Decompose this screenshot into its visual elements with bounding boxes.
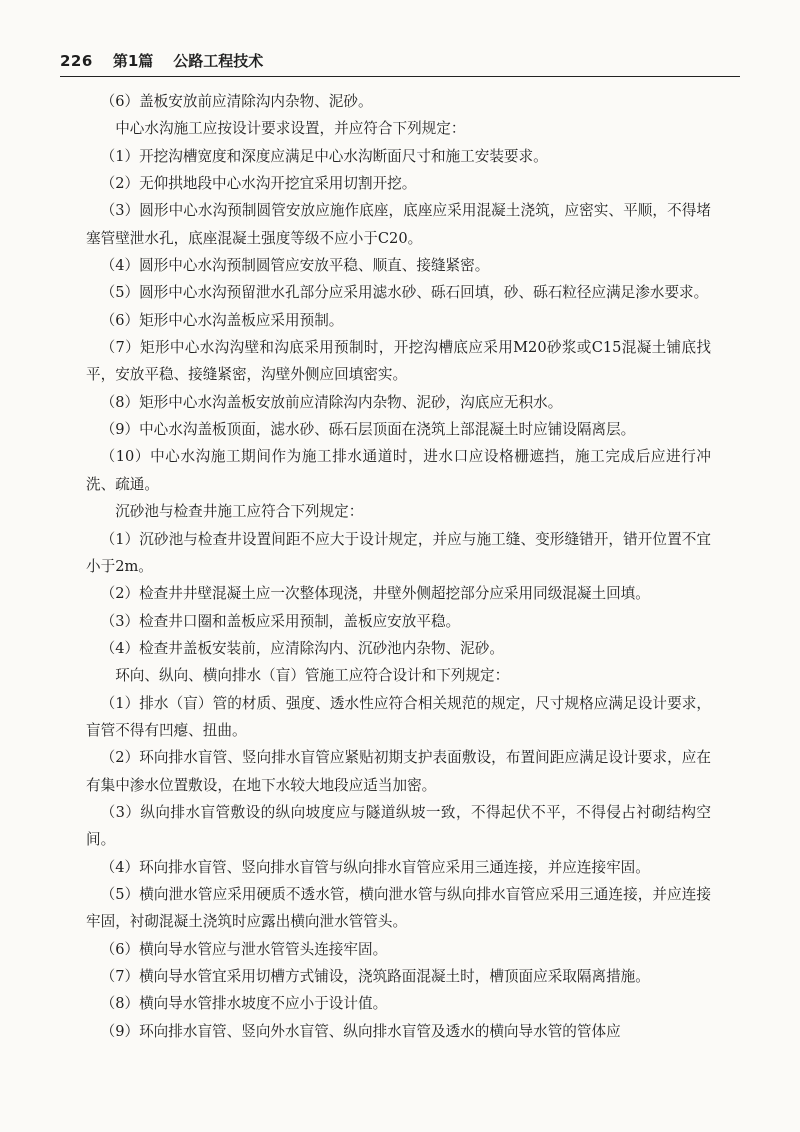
list-item: （2）无仰拱地段中心水沟开挖宜采用切割开挖。 — [100, 175, 417, 193]
list-item: （8）矩形中心水沟盖板安放前应清除沟内杂物、泥砂，沟底应无积水。 — [100, 393, 563, 411]
list-item: （4）环向排水盲管、竖向排水盲管与纵向排水盲管应采用三通连接，并应连接牢固。 — [100, 858, 650, 876]
list-item: （2）环向排水盲管、竖向排水盲管应紧贴初期支护表面敷设，布置间距应满足设计要求，应在有集中渗水位置敷设，在地下水较大地段应适当加密。 — [86, 749, 711, 794]
list-item: （3）纵向排水盲管敷设的纵向坡度应与隧道纵坡一致，不得起伏不平，不得侵占衬砌结构空间。 — [86, 803, 711, 849]
list-item: （5）横向泄水管应采用硬质不透水管，横向泄水管与纵向排水盲管应采用三通连接，并应连接牢固，衬砌混凝土浇筑时应露出横向泄水管管头。 — [86, 885, 711, 931]
list-item: （6）横向导水管应与泄水管管头连接牢固。 — [100, 940, 388, 958]
list-item: （7）横向导水管宜采用切槽方式铺设，浇筑路面混凝土时，槽顶面应采取隔离措施。 — [100, 968, 650, 985]
list-item: （1）沉砂池与检查井设置间距不应大于设计规定，并应与施工缝、变形缝错开，错开位置不宜小于2m。 — [86, 530, 711, 575]
list-item: （9）环向排水盲管、竖向外水盲管、纵向排水盲管及透水的横向导水管的管体应 — [100, 1022, 621, 1040]
page-number: 226 — [60, 52, 93, 70]
list-item: （6）盖板安放前应清除沟内杂物、泥砂。 — [100, 93, 373, 110]
list-item: （2）检查井井壁混凝土应一次整体现浇，井壁外侧超挖部分应采用同级混凝土回填。 — [100, 585, 650, 603]
section-intro: 沉砂池与检查井施工应符合下列规定： — [115, 503, 364, 521]
part-label: 第1篇 — [112, 52, 154, 70]
section-intro: 环向、纵向、横向排水（盲）管施工应符合设计和下列规定： — [115, 667, 510, 685]
section-intro: 中心水沟施工应按设计要求设置，并应符合下列规定： — [115, 120, 466, 138]
list-item: （10）中心水沟施工期间作为施工排水通道时，进水口应设格栅遮挡，施工完成后应进行冲洗、疏通。 — [86, 448, 711, 493]
page-header — [60, 50, 740, 71]
list-item: （3）检查井口圈和盖板应采用预制，盖板应安放平稳。 — [100, 612, 461, 630]
list-item: （3）圆形中心水沟预制圆管安放应施作底座，底座应采用混凝土浇筑，应密实、平顺，不得堵塞管壁泄水孔，底座混凝土强度等级不应小于C20。 — [86, 202, 711, 247]
list-item: （4）圆形中心水沟预制圆管应安放平稳、顺直、接缝紧密。 — [100, 257, 490, 275]
list-item: （8）横向导水管排水坡度不应小于设计值。 — [100, 995, 388, 1013]
list-item: （4）检查井盖板安装前，应清除沟内、沉砂池内杂物、泥砂。 — [100, 639, 504, 657]
header-title: 公路工程技术 — [173, 52, 264, 70]
list-item: （6）矩形中心水沟盖板应采用预制。 — [100, 311, 344, 329]
list-item: （5）圆形中心水沟预留泄水孔部分应采用滤水砂、砾石回填，砂、砾石粒径应满足渗水要求。 — [100, 284, 709, 302]
body-text — [86, 88, 711, 1045]
list-item: （1）开挖沟槽宽度和深度应满足中心水沟断面尺寸和施工安装要求。 — [100, 147, 548, 165]
header-rule — [60, 76, 740, 77]
list-item: （7）矩形中心水沟沟壁和沟底采用预制时，开挖沟槽底应采用M20砂浆或C15混凝土铺底找平，安放平稳、接缝紧密，沟壁外侧应回填密实。 — [86, 339, 711, 384]
list-item: （9）中心水沟盖板顶面，滤水砂、砾石层顶面在浇筑上部混凝土时应铺设隔离层。 — [100, 421, 636, 439]
list-item: （1）排水（盲）管的材质、强度、透水性应符合相关规范的规定，尺寸规格应满足设计要求，盲管不得有凹瘪、扭曲。 — [86, 694, 711, 739]
